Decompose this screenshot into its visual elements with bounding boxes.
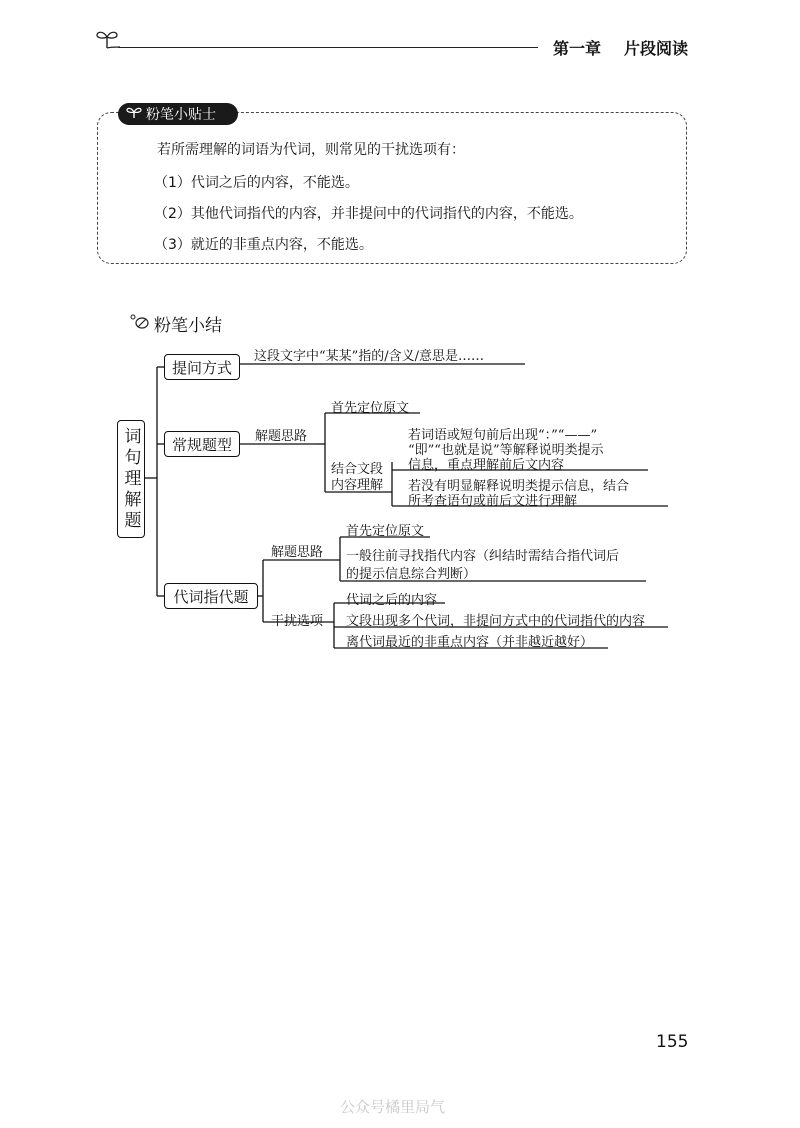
pronoun-approach-label: 解题思路 (271, 545, 324, 560)
case-hint-line1: 若词语或短句前后出现“：”“——” (408, 428, 598, 443)
branch-pronoun-type: 代词指代题 (164, 583, 258, 609)
root-node: 词句理解题 (117, 420, 145, 538)
case-nohint-line1: 若没有明显解释说明类提示信息，结合 (408, 479, 630, 494)
branch-regular-type: 常规题型 (164, 431, 240, 457)
summary-title-text: 粉笔小结 (154, 316, 222, 336)
case-hint-line2: “即”“也就是说”等解释说明类提示 (408, 443, 604, 458)
section-label: 片段阅读 (624, 39, 689, 58)
branch-question-form: 提问方式 (164, 354, 240, 380)
distractor-item-3: 离代词最近的非重点内容（并非越近越好） (346, 635, 594, 650)
pronoun-step-locate: 首先定位原文 (346, 524, 425, 539)
tip-item-2: （2）其他代词指代的内容，并非提问中的代词指代的内容，不能选。 (154, 206, 583, 222)
regular-step-locate: 首先定位原文 (331, 401, 410, 416)
page-number: 155 (656, 1032, 689, 1052)
regular-step-context-line2: 内容理解 (331, 478, 384, 493)
regular-step-context-line1: 结合文段 (331, 462, 384, 477)
question-form-text: 这段文字中“某某”指的/含义/意思是…… (254, 349, 485, 364)
chapter-label: 第一章 (553, 39, 602, 58)
tip-item-3: （3）就近的非重点内容，不能选。 (154, 237, 373, 253)
case-hint-line3: 信息，重点理解前后文内容 (408, 458, 565, 473)
pronoun-step-lookback-line1: 一般往前寻找指代内容（纠结时需结合指代词后 (346, 549, 620, 564)
regular-approach-label: 解题思路 (255, 429, 308, 444)
pronoun-step-lookback-line2: 的提示信息综合判断） (346, 567, 477, 582)
distractor-item-2: 文段出现多个代词，非提问方式中的代词指代的内容 (346, 614, 646, 629)
distractor-item-1: 代词之后的内容 (346, 593, 438, 608)
tip-badge-label: 粉笔小贴士 (146, 107, 216, 123)
tip-item-1: （1）代词之后的内容，不能选。 (154, 175, 359, 191)
case-nohint-line2: 所考查语句或前后文进行理解 (408, 494, 578, 509)
watermark: 公众号橘里局气 (340, 1098, 446, 1116)
tip-intro: 若所需理解的词语为代词，则常见的干扰选项有： (157, 142, 465, 158)
pronoun-distractor-label: 干扰选项 (271, 614, 324, 629)
